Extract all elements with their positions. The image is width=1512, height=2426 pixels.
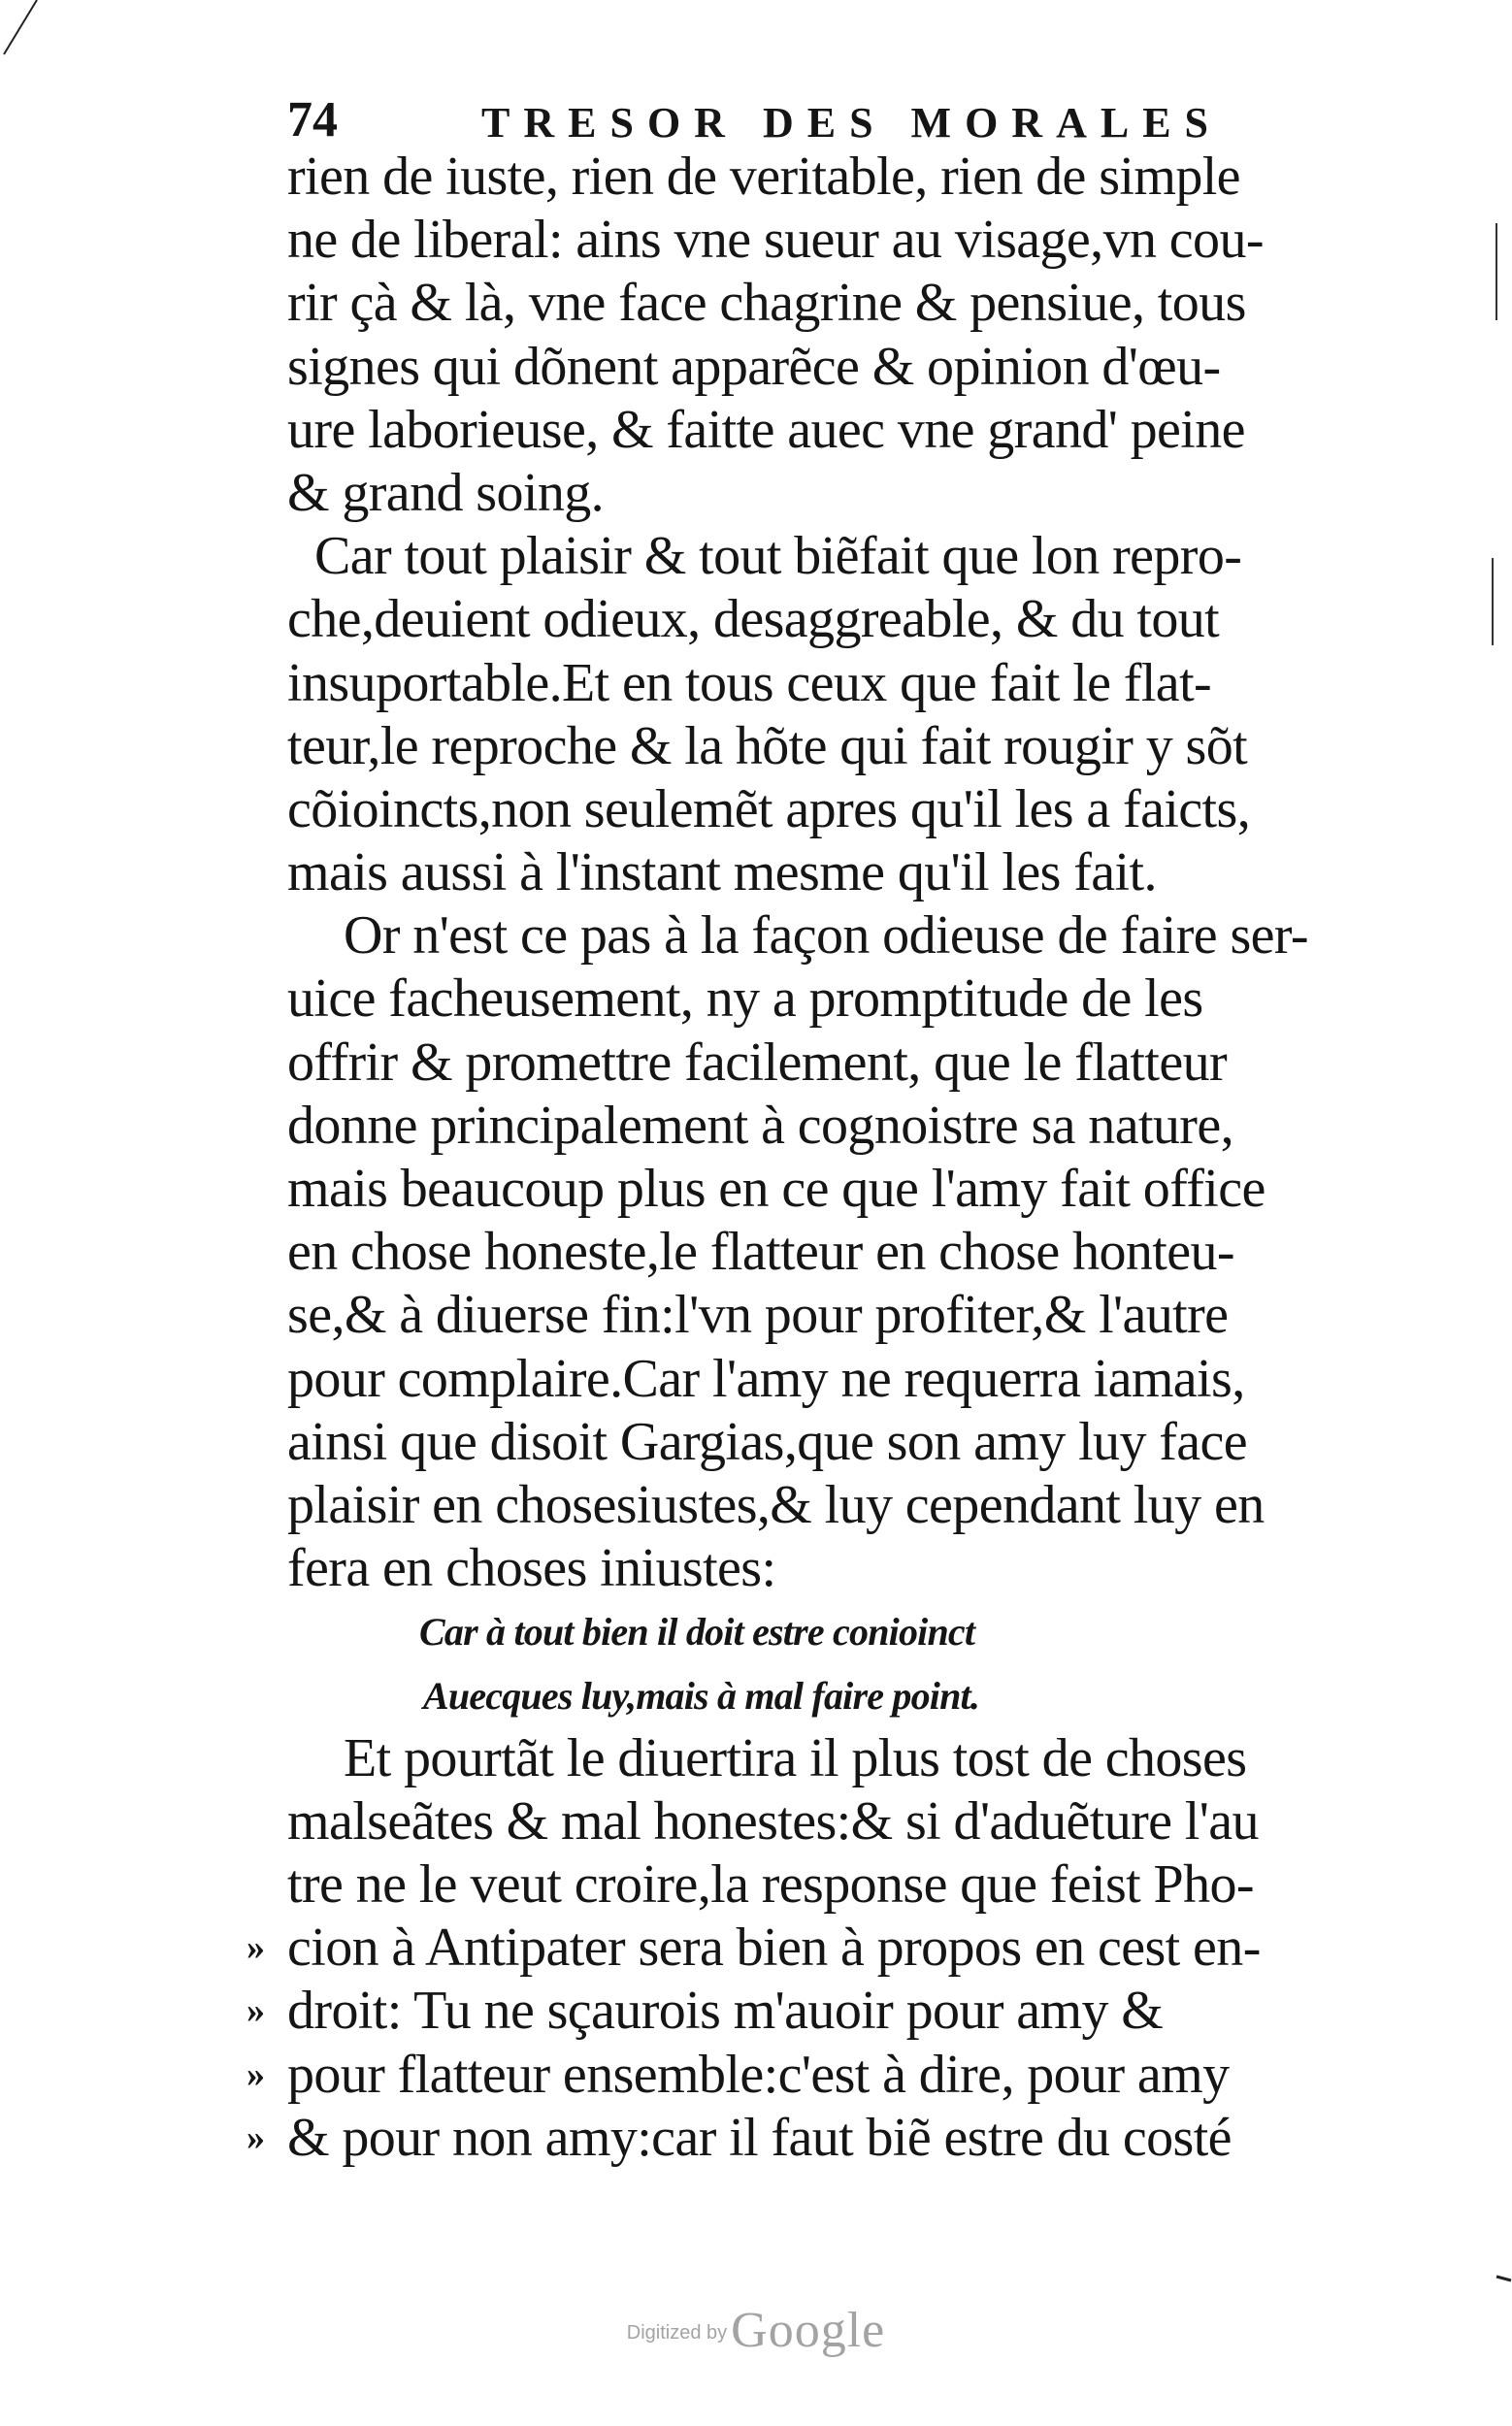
text-line: rir çà & là, vne face chagrine & pensiue, tous <box>287 273 1246 334</box>
page-number: 74 <box>287 92 338 148</box>
text-line-content: pour flatteur ensemble:c'est à dire, pour amy <box>287 2044 1230 2105</box>
text-line: che,deuient odieux, desaggreable, & du tout <box>287 589 1220 650</box>
text-line: se,& à diuerse fin:l'vn pour profiter,& l'autre <box>287 1285 1229 1346</box>
text-line <box>247 2044 1364 2107</box>
page-edge-marks <box>1483 0 1512 2426</box>
text-line: rien de iuste, rien de veritable, rien de simple <box>287 147 1240 207</box>
text-line <box>247 2107 1364 2170</box>
quote-marker: » <box>247 2116 263 2158</box>
text-line: uice facheusement, ny a promptitude de les <box>287 968 1203 1030</box>
digitization-watermark <box>0 2302 1512 2359</box>
paragraph-start-line: Car tout plaisir & tout biẽfait que lon repro- <box>314 526 1242 587</box>
quote-marker: » <box>247 2053 263 2095</box>
text-line: mais beaucoup plus en ce que l'amy fait office <box>287 1159 1265 1219</box>
verse-line: Car à tout bien il doit estre conioinct <box>419 1610 975 1655</box>
text-line-content: droit: Tu ne sçaurois m'auoir pour amy & <box>287 1981 1164 2042</box>
text-line <box>247 1980 1364 2043</box>
verse-line: Auecques luy,mais à mal faire point. <box>423 1673 980 1718</box>
text-line: insuportable.Et en tous ceux que fait le flat- <box>287 652 1212 713</box>
text-line: malseãtes & mal honestes:& si d'aduẽture l'au <box>287 1790 1259 1852</box>
text-line: ure laborieuse, & faitte auec vne grand' peine <box>287 399 1245 460</box>
text-line: fera en choses iniustes: <box>287 1538 776 1599</box>
paragraph-start-line: Or n'est ce pas à la façon odieuse de faire ser- <box>344 905 1308 967</box>
google-wordmark: Google <box>731 2303 886 2358</box>
text-line: pour complaire.Car l'amy ne requerra iamais, <box>287 1348 1245 1409</box>
text-line: tre ne le veut croire,la response que feist Pho- <box>287 1854 1254 1916</box>
text-line: offrir & promettre facilement, que le flatteur <box>287 1032 1228 1093</box>
text-line: en chose honeste,le flatteur en chose honteu- <box>287 1222 1234 1283</box>
text-line: ne de liberal: ains vne sueur au visage,vn cou- <box>287 210 1264 271</box>
digitized-by-label: Digitized by <box>626 2322 728 2344</box>
text-line: signes qui dõnent apparẽce & opinion d'œu- <box>287 336 1221 397</box>
page-header <box>287 85 1258 153</box>
quote-marker: » <box>247 1927 263 1969</box>
text-line: cõioincts,non seulemẽt apres qu'il les a faicts, <box>287 778 1251 839</box>
text-line-content: cion à Antipater sera bien à propos en cest en- <box>287 1918 1261 1979</box>
page-corner-mark <box>0 0 39 58</box>
text-line: teur,le reproche & la hõte qui fait rougir y sõt <box>287 715 1248 776</box>
text-line: ainsi que disoit Gargias,que son amy luy face <box>287 1411 1248 1472</box>
text-line: & grand soing. <box>287 462 605 523</box>
text-line: plaisir en chosesiustes,& luy cependant luy en <box>287 1474 1265 1535</box>
text-line <box>247 1917 1364 1980</box>
running-title: TRESOR DES MORALES <box>481 99 1223 147</box>
body-text <box>247 146 1364 2170</box>
paragraph-start-line: Et pourtãt le diuertira il plus tost de choses <box>344 1727 1247 1788</box>
text-line: mais aussi à l'instant mesme qu'il les fait. <box>287 842 1157 903</box>
text-line-content: & pour non amy:car il faut biẽ estre du costé <box>287 2107 1232 2168</box>
quote-marker: » <box>247 1990 263 2032</box>
text-line: donne principalement à cognoistre sa nature, <box>287 1095 1234 1156</box>
